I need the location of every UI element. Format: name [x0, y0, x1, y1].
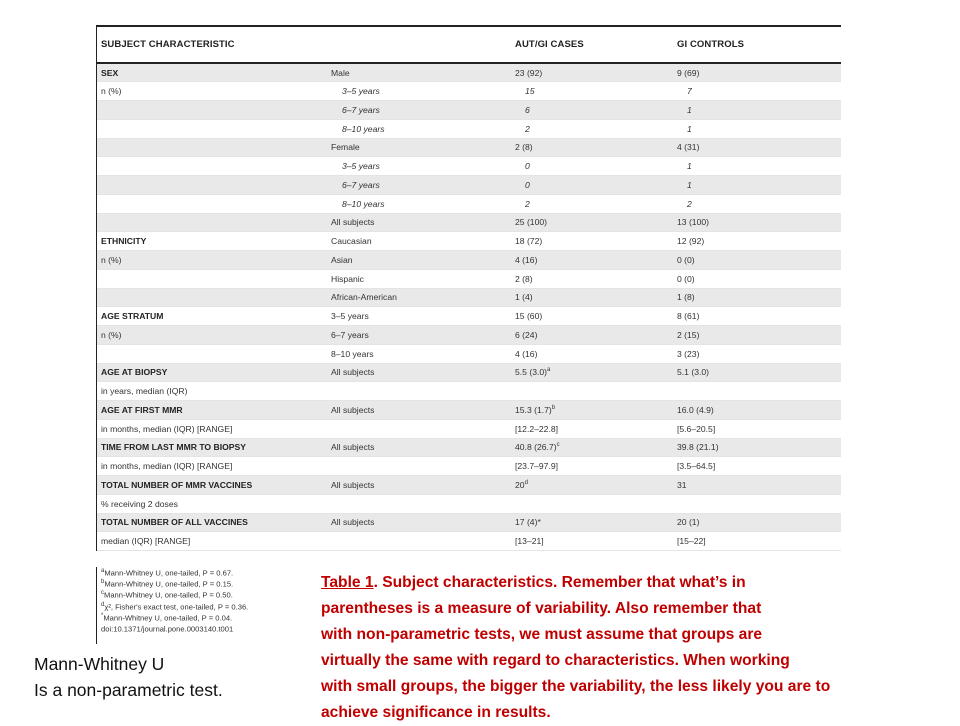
footnote: doi:10.1371/journal.pone.0003140.t001 [101, 624, 234, 634]
cases-cell: 5.5 $(3.0)^a$ [511, 363, 673, 382]
cases-cell: 0 [511, 157, 673, 176]
subgroup-cell: All subjects [327, 363, 511, 382]
controls-cell: 4 (31) [673, 138, 841, 157]
table-row [97, 457, 841, 476]
table-row [97, 119, 841, 138]
characteristic-cell [97, 344, 327, 363]
controls-cell: 1 [673, 119, 841, 138]
cases-cell [511, 494, 673, 513]
subject-characteristics-table [96, 25, 841, 551]
side-note-line-1: Mann-Whitney U [34, 654, 165, 674]
characteristic-cell [97, 288, 327, 307]
cases-cell: 1 (4) [511, 288, 673, 307]
characteristic-cell: SEX [97, 63, 327, 82]
controls-cell: [15–22] [673, 532, 841, 551]
characteristic-cell: TIME FROM LAST MMR TO BIOPSY [97, 438, 327, 457]
characteristic-cell: in months, median (IQR) [RANGE] [97, 457, 327, 476]
table-row [97, 63, 841, 82]
controls-cell: 16.0 (4.9) [673, 401, 841, 420]
footnote: $^c$Mann-Whitney U, one-tailed, P = 0.50. [101, 590, 233, 600]
table-row [97, 138, 841, 157]
table-row [97, 288, 841, 307]
controls-cell: 1 (8) [673, 288, 841, 307]
subgroup-cell: Hispanic [327, 269, 511, 288]
table-row [97, 101, 841, 120]
controls-cell: 39.8 (21.1) [673, 438, 841, 457]
characteristic-cell: n (%) [97, 82, 327, 101]
characteristic-cell: in months, median (IQR) [RANGE] [97, 419, 327, 438]
controls-cell: 0 (0) [673, 269, 841, 288]
cases-cell: 18 (72) [511, 232, 673, 251]
characteristic-cell: TOTAL NUMBER OF ALL VACCINES [97, 513, 327, 532]
cases-cell: 40.8 $(26.7)^c$ [511, 438, 673, 457]
subgroup-cell: 6–7 years [327, 326, 511, 345]
characteristic-cell [97, 101, 327, 120]
table-row [97, 476, 841, 495]
caption-line-4: virtually the same with regard to characteristics. When working [321, 652, 790, 669]
subgroup-cell: 3–5 years [327, 307, 511, 326]
caption-line-2: parentheses is a measure of variability. Also remember that [321, 600, 762, 617]
caption-title: Table 1 [321, 574, 374, 591]
controls-cell: 8 (61) [673, 307, 841, 326]
cases-cell: 6 (24) [511, 326, 673, 345]
header-gi-controls: GI CONTROLS [673, 27, 841, 63]
controls-cell: [3.5–64.5] [673, 457, 841, 476]
cases-cell: 20$^d$ [511, 476, 673, 495]
controls-cell [673, 494, 841, 513]
characteristic-cell [97, 213, 327, 232]
cases-cell: 4 (16) [511, 344, 673, 363]
cases-cell: [23.7–97.9] [511, 457, 673, 476]
subgroup-cell: 3–5 years [327, 157, 511, 176]
cases-cell: [13–21] [511, 532, 673, 551]
subgroup-cell: All subjects [327, 213, 511, 232]
table-row [97, 82, 841, 101]
footnote: $^d$χ², Fisher's exact test, one-tailed, P = 0.36. [101, 601, 249, 612]
characteristic-cell: TOTAL NUMBER OF MMR VACCINES [97, 476, 327, 495]
table-row [97, 213, 841, 232]
footnote: $^b$Mann-Whitney U, one-tailed, P = 0.15. [101, 579, 234, 589]
controls-cell: 1 [673, 157, 841, 176]
table-row [97, 419, 841, 438]
subgroup-cell [327, 419, 511, 438]
cases-cell: 2 (8) [511, 138, 673, 157]
table-row [97, 382, 841, 401]
cases-cell: 17 (4)* [511, 513, 673, 532]
controls-cell: [5.6–20.5] [673, 419, 841, 438]
cases-cell: 2 (8) [511, 269, 673, 288]
characteristic-cell [97, 176, 327, 195]
table-row [97, 251, 841, 270]
cases-cell: 15 (60) [511, 307, 673, 326]
controls-cell: 31 [673, 476, 841, 495]
subgroup-cell: African-American [327, 288, 511, 307]
table-row [97, 532, 841, 551]
characteristic-cell: n (%) [97, 251, 327, 270]
caption-line-6: achieve significance in results. [321, 704, 551, 721]
subgroup-cell: All subjects [327, 438, 511, 457]
controls-cell [673, 382, 841, 401]
caption-line-1 [321, 570, 936, 596]
controls-cell: 2 [673, 194, 841, 213]
controls-cell: 2 (15) [673, 326, 841, 345]
characteristic-cell [97, 157, 327, 176]
characteristic-cell: % receiving 2 doses [97, 494, 327, 513]
data-table [97, 27, 841, 551]
characteristic-cell [97, 269, 327, 288]
subgroup-cell [327, 382, 511, 401]
table-row [97, 269, 841, 288]
cases-cell: 15.3 $(1.7)^b$ [511, 401, 673, 420]
table-row [97, 232, 841, 251]
subgroup-cell: Caucasian [327, 232, 511, 251]
cases-cell: 23 (92) [511, 63, 673, 82]
controls-cell: 1 [673, 101, 841, 120]
controls-cell: 12 (92) [673, 232, 841, 251]
header-aut-gi-cases: AUT/GI CASES [511, 27, 673, 63]
subgroup-cell: 3–5 years [327, 82, 511, 101]
table-row [97, 194, 841, 213]
side-note [34, 651, 223, 703]
caption-text-1: . Subject characteristics. Remember that what’s in [373, 574, 746, 591]
characteristic-cell [97, 138, 327, 157]
characteristic-cell: AGE AT FIRST MMR [97, 401, 327, 420]
table-row [97, 176, 841, 195]
characteristic-cell: AGE AT BIOPSY [97, 363, 327, 382]
header-subject-characteristic: SUBJECT CHARACTERISTIC [97, 27, 327, 63]
characteristic-cell: median (IQR) [RANGE] [97, 532, 327, 551]
table-row [97, 344, 841, 363]
subgroup-cell: 6–7 years [327, 101, 511, 120]
table-row [97, 326, 841, 345]
subgroup-cell: 8–10 years [327, 119, 511, 138]
cases-cell: 6 [511, 101, 673, 120]
cases-cell: 15 [511, 82, 673, 101]
controls-cell: 0 (0) [673, 251, 841, 270]
subgroup-cell [327, 457, 511, 476]
characteristic-cell: AGE STRATUM [97, 307, 327, 326]
cases-cell: [12.2–22.8] [511, 419, 673, 438]
controls-cell: 20 (1) [673, 513, 841, 532]
subgroup-cell: Female [327, 138, 511, 157]
cases-cell: 25 (100) [511, 213, 673, 232]
table-footnotes [96, 567, 311, 644]
table-row [97, 363, 841, 382]
subgroup-cell: 6–7 years [327, 176, 511, 195]
subgroup-cell: All subjects [327, 401, 511, 420]
side-note-line-2: Is a non-parametric test. [34, 680, 223, 700]
table-caption [321, 570, 936, 726]
subgroup-cell: All subjects [327, 476, 511, 495]
subgroup-cell: 8–10 years [327, 344, 511, 363]
cases-cell: 2 [511, 194, 673, 213]
controls-cell: 5.1 (3.0) [673, 363, 841, 382]
table-body [97, 63, 841, 551]
footnote: $^a$Mann-Whitney U, one-tailed, P = 0.67. [101, 568, 234, 578]
cases-cell: 0 [511, 176, 673, 195]
characteristic-cell: in years, median (IQR) [97, 382, 327, 401]
controls-cell: 9 (69) [673, 63, 841, 82]
characteristic-cell: n (%) [97, 326, 327, 345]
subgroup-cell [327, 494, 511, 513]
subgroup-cell: All subjects [327, 513, 511, 532]
controls-cell: 1 [673, 176, 841, 195]
characteristic-cell [97, 119, 327, 138]
subgroup-cell: Asian [327, 251, 511, 270]
characteristic-cell: ETHNICITY [97, 232, 327, 251]
controls-cell: 13 (100) [673, 213, 841, 232]
caption-line-5: with small groups, the bigger the variability, the less likely you are to [321, 678, 831, 695]
subgroup-cell [327, 532, 511, 551]
controls-cell: 3 (23) [673, 344, 841, 363]
table-row [97, 438, 841, 457]
characteristic-cell [97, 194, 327, 213]
cases-cell: 4 (16) [511, 251, 673, 270]
table-row [97, 513, 841, 532]
table-row [97, 401, 841, 420]
cases-cell: 2 [511, 119, 673, 138]
cases-cell [511, 382, 673, 401]
table-header [97, 27, 841, 63]
subgroup-cell: 8–10 years [327, 194, 511, 213]
table-row [97, 307, 841, 326]
caption-line-3: with non-parametric tests, we must assume that groups are [321, 626, 763, 643]
table-row [97, 157, 841, 176]
table-row [97, 494, 841, 513]
header-subgroup [327, 27, 511, 63]
footnote: *Mann-Whitney U, one-tailed, P = 0.04. [101, 612, 233, 623]
controls-cell: 7 [673, 82, 841, 101]
subgroup-cell: Male [327, 63, 511, 82]
